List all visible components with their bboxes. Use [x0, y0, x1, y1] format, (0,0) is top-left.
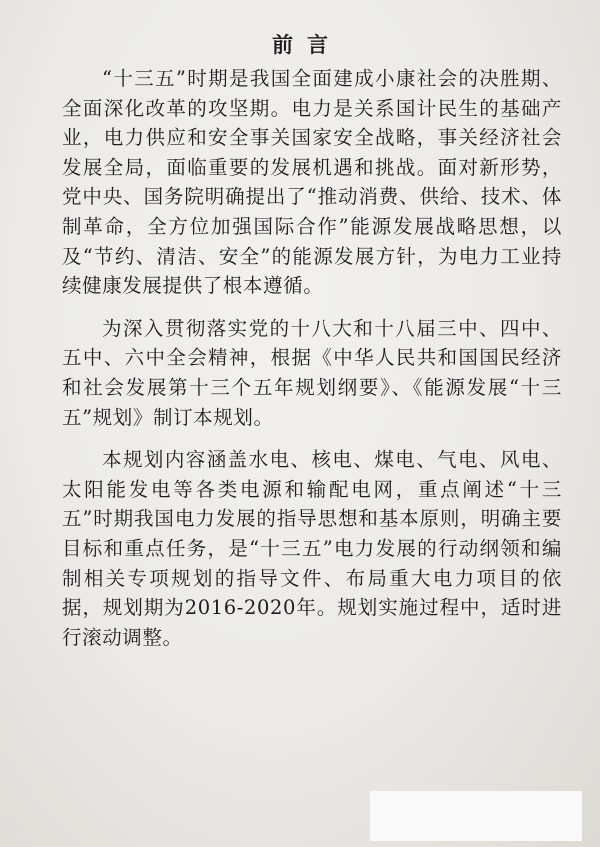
paragraph-3: 本规划内容涵盖水电、核电、煤电、气电、风电、太阳能发电等各类电源和输配电网，重点阐述“十三五”时期我国电力发展的指导思想和基本原则，明确主要目标和重点任务，是“十三五”电力发展的行动纲领和编制相关专项规划的指导文件、布局重大电力项目的依据，规划期为2016-2020年。规划实施过程中，适时进行滚动调整。 [62, 448, 562, 649]
blank-overlay-box [370, 791, 582, 841]
paragraph-1: “十三五”时期是我国全面建成小康社会的决胜期、全面深化改革的攻坚期。电力是关系国计民生的基础产业，电力供应和安全事关国家安全战略，事关经济社会发展全局，面临重要的发展机遇和挑战。面对新形势，党中央、国务院明确提出了“推动消费、供给、技术、体制革命，全方位加强国际合作”能源发展战略思想，以及“节约、清洁、安全”的能源发展方针，为电力工业持续健康发展提供了根本遵循。 [62, 67, 562, 298]
page-title: 前言 [272, 32, 342, 57]
document-body [62, 64, 562, 652]
paragraph-2: 为深入贯彻落实党的十八大和十八届三中、四中、五中、六中全会精神，根据《中华人民共和国国民经济和社会发展第十三个五年规划纲要》、《能源发展“十三五”规划》制订本规划。 [62, 316, 562, 429]
